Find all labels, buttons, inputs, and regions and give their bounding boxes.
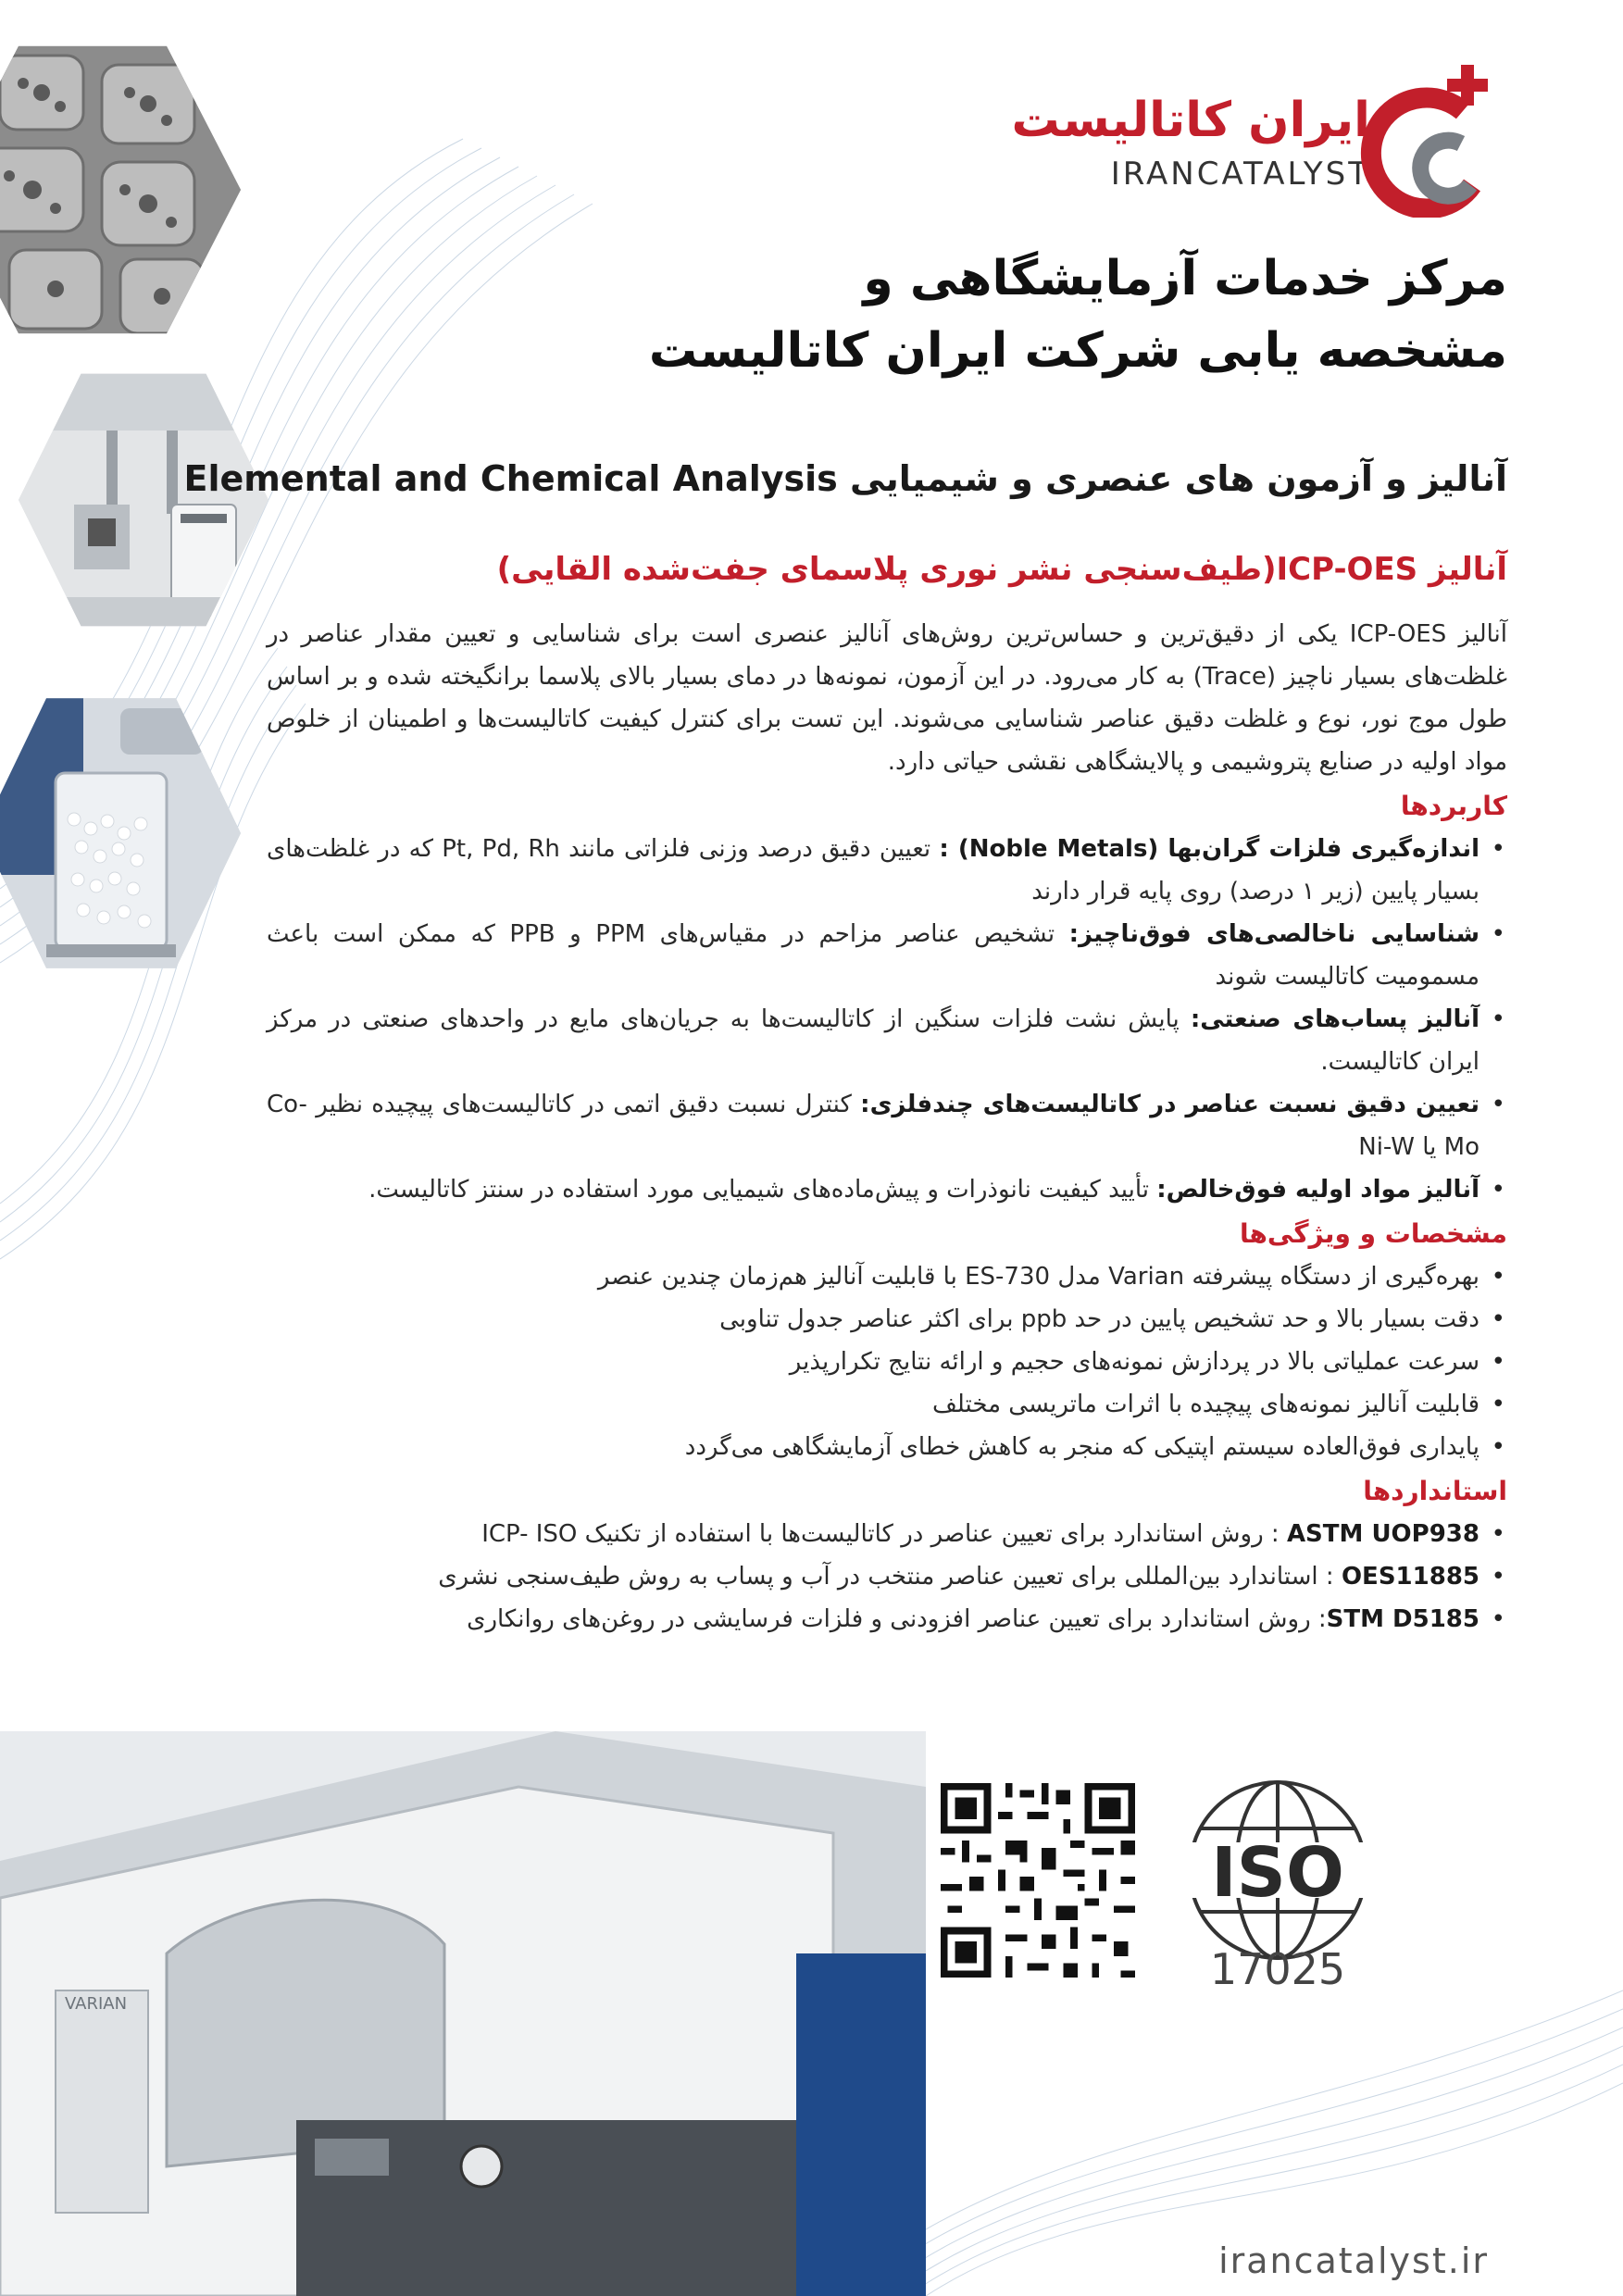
page-title-line1: مرکز خدمات آزمایشگاهی و [863,251,1507,306]
section-title: آنالیز و آزمون های عنصری و شیمیایی Elemental and Chemical Analysis [183,458,1507,499]
list-item-bold: STM D5185 [1326,1605,1479,1633]
list-item-text: : روش استاندارد برای تعیین عناصر افزودنی و فلزات فرسایشی در روغن‌های روانکاری [467,1605,1327,1633]
list-item-text: پایش نشت فلزات سنگین از کاتالیست‌ها به جریان‌های مایع در واحدهای صنعتی در مرکز ایران کاتالیست. [267,1005,1479,1076]
list-item: • دقت بسیار بالا و حد تشخیص پایین در حد ppb برای اکثر عناصر جدول تناوبی [267,1298,1479,1341]
list-item-bold: شناسایی ناخالصی‌های فوق‌ناچیز: [1068,920,1480,948]
iran-catalyst-logo [1011,56,1509,222]
qr-code[interactable] [933,1776,1142,1985]
list-item-bold: تعیین دقیق نسبت عناصر در کاتالیست‌های چندفلزی: [860,1091,1480,1118]
list-item: • سرعت عملیاتی بالا در پردازش نمونه‌های حجیم و ارائه نتایج تکرارپذیر [267,1341,1479,1383]
list-item [267,1598,1479,1641]
features-list [267,1255,1507,1468]
logo-mark-icon [1352,56,1509,218]
list-item-bold: ASTM UOP938 [1286,1520,1479,1548]
list-item-text: کنترل نسبت دقیق اتمی در کاتالیست‌های پیچیده نظیر Co-Mo یا Ni-W [267,1091,1479,1161]
list-item [267,1168,1479,1211]
list-item: • پایداری فوق‌العاده سیستم اپتیکی که منجر به کاهش خطای آزمایشگاهی می‌گردد [267,1426,1479,1468]
applications-list [267,828,1507,1211]
list-item-text: : استاندارد بین‌المللی برای تعیین عناصر منتخب در آب و پساب به روش طیف‌سنجی نشری [438,1563,1342,1591]
page-title [581,243,1507,387]
icp-oes-subtitle: آنالیز ICP-OES(طیف‌سنجی نشر نوری پلاسمای جفت‌شده القایی) [496,551,1507,588]
list-item [267,828,1479,913]
logo-text-fa: ایران کاتالیست [1011,93,1370,148]
list-item [267,1513,1479,1555]
list-item-text: تشخیص عناصر مزاحم در مقیاس‌های PPM و PPB که ممکن است باعث مسمومیت کاتالیست شوند [267,920,1479,991]
list-item: • بهره‌گیری از دستگاه پیشرفته Varian مدل 730-ES با قابلیت آنالیز هم‌زمان چندین عنصر [267,1255,1479,1298]
list-item-bold: اندازه‌گیری فلزات گران‌بها (Noble Metals) : [939,835,1480,863]
iso-number: 17025 [1209,1944,1346,1994]
list-item [267,913,1479,998]
list-item [267,998,1479,1083]
website-link[interactable]: irancatalyst.ir [1218,2240,1489,2281]
intro-paragraph: آنالیز ICP-OES یکی از دقیق‌ترین و حساس‌ترین روش‌های آنالیز عنصری است برای شناسایی و تعیین مقدار عناصر در غلظت‌های بسیار ناچیز (Trace) به کار می‌رود. در این آزمون، نمونه‌ها در دمای بسیار بالای پلاسما برانگیخته شده و بر اساس طول موج نور، نوع و غلظت دقیق عناصر شناسایی می‌شوند. این تست برای کنترل کیفیت کاتالیست‌ها و اطمینان از خلوص مواد اولیه در صنایع پتروشیمی و پالایشگاهی نقشی حیاتی دارد. [267,620,1507,776]
iso-label: ISO [1211,1833,1344,1913]
list-item [267,1083,1479,1168]
list-item-bold: آنالیز پساب‌های صنعتی: [1190,1005,1479,1033]
list-item-text: تأیید کیفیت نانوذرات و پیش‌ماده‌های شیمیایی مورد استفاده در سنتز کاتالیست. [368,1176,1157,1204]
logo-text-en: IRANCATALYST [1110,156,1370,193]
list-item-bold: OES11885 [1341,1563,1479,1591]
instrument-brand-label: VARIAN [65,1994,128,2014]
features-heading: مشخصات و ویژگی‌ها [1239,1218,1507,1249]
list-item-text: : روش استاندارد برای تعیین عناصر در کاتالیست‌ها با استفاده از تکنیک ICP- ISO [481,1520,1287,1548]
main-content [267,613,1507,1641]
list-item-text: تعیین دقیق درصد وزنی فلزاتی مانند Pt, Pd, Rh که در غلظت‌های بسیار پایین (زیر ۱ درصد) روی پایه قرار دارند [267,835,1479,905]
list-item: • قابلیت آنالیز نمونه‌های پیچیده با اثرات ماتریسی مختلف [267,1383,1479,1426]
applications-heading: کاربردها [1400,791,1507,821]
list-item [267,1555,1479,1598]
varian-icp-instrument-photo [0,1731,926,2296]
standards-list [267,1513,1507,1641]
page-title-line2: مشخصه یابی شرکت ایران کاتالیست [648,323,1507,379]
list-item-bold: آنالیز مواد اولیه فوق‌خالص: [1156,1176,1479,1204]
standards-heading: استانداردها [1363,1476,1507,1506]
